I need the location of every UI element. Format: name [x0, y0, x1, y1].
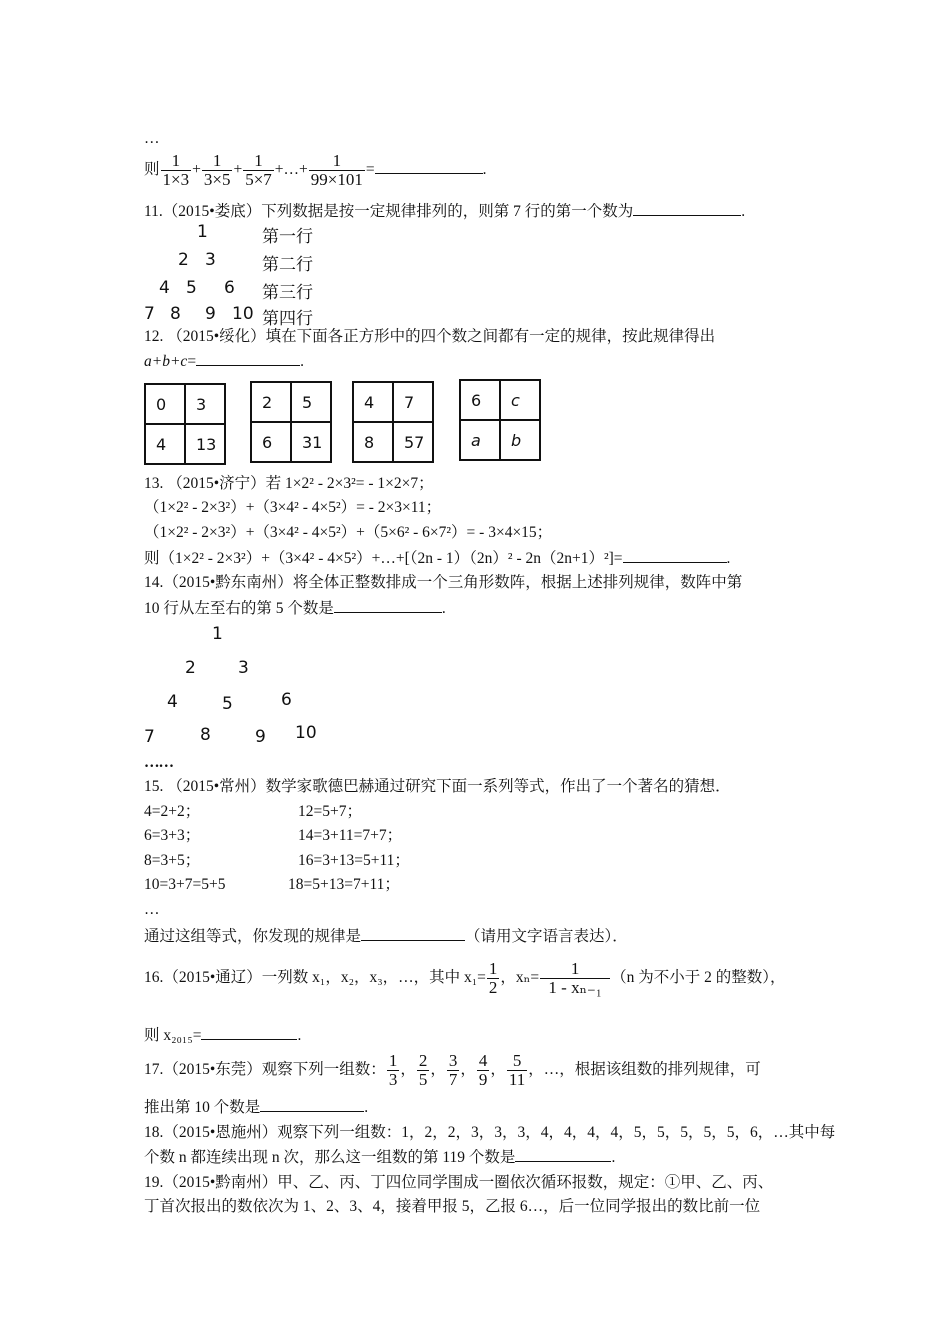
triangle-number: 3 — [238, 658, 249, 678]
square-cell: 3 — [185, 384, 225, 424]
q17-line2: 推出第 10 个数是 . — [144, 1096, 368, 1119]
q11-row-label: 第二行 — [262, 255, 313, 275]
q11-num: 6 — [224, 278, 235, 298]
square-cell: 31 — [291, 422, 331, 462]
square-cell: 8 — [353, 422, 393, 462]
answer-blank — [375, 158, 483, 174]
q11-num: 5 — [186, 278, 197, 298]
q10-frac-3: $\frac{1}{5\times 7}$ — [245, 151, 272, 189]
square-cell: 2 — [251, 382, 291, 422]
q11-num: 9 — [205, 304, 216, 324]
q15-equation: 16=3+13=5+11； — [298, 852, 410, 869]
q12-line1: 12. （2015•绥化）填在下面各正方形中的四个数之间都有一定的规律，按此规律得出 — [144, 328, 716, 345]
square-cell: 4 — [145, 424, 185, 464]
q17-line1: 17.（2015•东莞）观察下列一组数： $\frac{1}{3}$ ， $\frac{2}{5}$ ， $\frac{3}{7}$ ， $\frac{4}{9}$ ， $\frac{5}{11}$ ，…，根据该组数的排列规律，可 — [144, 1051, 761, 1089]
q17-frac: $\frac{4}{9}$ — [478, 1051, 488, 1089]
answer-blank — [633, 200, 741, 216]
triangle-number: 5 — [222, 694, 233, 714]
q11-text: 11.（2015•娄底）下列数据是按一定规律排列的，则第 7 行的第一个数为 . — [144, 200, 745, 223]
number-square-4 — [459, 379, 541, 461]
q15-equation: 18=5+13=7+11； — [288, 876, 400, 893]
q19-line1: 19.（2015•黔南州）甲、乙、丙、丁四位同学围成一圈依次循环报数，规定：①甲、乙、丙、 — [144, 1174, 774, 1191]
square-cell: 5 — [291, 382, 331, 422]
q16-frac-x1: $\frac{1}{2}$ — [488, 959, 498, 997]
triangle-number: 1 — [212, 624, 223, 644]
number-square-3 — [352, 381, 434, 463]
q10-frac-4: $\frac{1}{99\times 101}$ — [310, 151, 363, 189]
q11-num: 1 — [197, 222, 208, 242]
q15-equation: 4=2+2； — [144, 803, 201, 820]
square-cell: a — [460, 420, 500, 460]
square-cell: 6 — [251, 422, 291, 462]
q11-num: 8 — [170, 304, 181, 324]
answer-blank — [196, 350, 300, 366]
q11-row-label: 第四行 — [262, 309, 313, 329]
q15-line1: 15. （2015•常州）数学家歌德巴赫通过研究下面一系列等式，作出了一个著名的猜想． — [144, 778, 731, 795]
q17-frac: $\frac{2}{5}$ — [418, 1051, 428, 1089]
q14-dots: …… — [144, 754, 173, 771]
triangle-number: 7 — [144, 727, 155, 747]
q11-num: 3 — [205, 250, 216, 270]
triangle-number: 9 — [255, 727, 266, 747]
q11-num: 7 — [144, 304, 155, 324]
square-cell: 4 — [353, 382, 393, 422]
q15-equation: 14=3+11=7+7； — [298, 827, 403, 844]
q10-expression: 则 $\frac{1}{1\times 3}$ + $\frac{1}{3\times 5}$ + $\frac{1}{5\times 7}$ +…+ $\frac{1}{99\times 101}$ = . — [144, 151, 487, 189]
q17-frac: $\frac{3}{7}$ — [448, 1051, 458, 1089]
q19-line2: 丁首次报出的数依次为 1、2、3、4，接着甲报 5，乙报 6…，后一位同学报出的数比前一位 — [144, 1198, 761, 1215]
q13-line4: 则（1×2² - 2×3²）+（3×4² - 4×5²）+…+[（2n - 1）（2n）² - 2n（2n+1）²]= . — [144, 547, 730, 570]
q13-line3: （1×2² - 2×3²）+（3×4² - 4×5²）+（5×6² - 6×7²）= - 3×4×15； — [144, 524, 553, 541]
q15-dots: … — [144, 901, 160, 918]
q18-line1: 18.（2015•恩施州）观察下列一组数：1，2，2，3，3，3，4，4，4，4，5，5，5，5，5，6，…其中每 — [144, 1124, 836, 1141]
answer-blank — [260, 1096, 364, 1112]
number-square-2 — [250, 381, 332, 463]
answer-blank — [623, 547, 727, 563]
square-cell: 7 — [393, 382, 433, 422]
q11-num: 2 — [178, 250, 189, 270]
q15-equation: 6=3+3； — [144, 827, 201, 844]
square-cell: 13 — [185, 424, 225, 464]
answer-blank — [334, 597, 442, 613]
q14-line1: 14.（2015•黔东南州）将全体正整数排成一个三角形数阵，根据上述排列规律，数阵中第 — [144, 574, 743, 591]
number-square-1 — [144, 383, 226, 465]
answer-blank — [515, 1146, 611, 1162]
q15-equation: 8=3+5； — [144, 852, 201, 869]
q17-frac: $\frac{5}{11}$ — [508, 1051, 526, 1089]
q18-line2: 个数 n 都连续出现 n 次，那么这一组数的第 119 个数是 . — [144, 1146, 615, 1169]
q15-equation: 10=3+7=5+5 — [144, 876, 226, 893]
q12-line2: a+b+c= . — [144, 350, 304, 373]
q11-row-label: 第一行 — [262, 227, 313, 247]
square-cell: 57 — [393, 422, 433, 462]
answer-blank — [361, 925, 465, 941]
square-cell: 0 — [145, 384, 185, 424]
q11-row-label: 第三行 — [262, 283, 313, 303]
q16-line1: 16.（2015•通辽）一列数 x₁，x₂，x₃，…，其中 x₁= $\frac{1}{2}$ ，xₙ= $\frac{1}{\text{1 - xₙ₋₁}}$ （n 为不小于 2 的整数）， — [144, 959, 786, 997]
triangle-number: 10 — [295, 723, 317, 743]
square-cell: c — [500, 380, 540, 420]
q14-line2: 10 行从左至右的第 5 个数是 . — [144, 597, 446, 620]
q15-line-end: 通过这组等式，你发现的规律是 （请用文字语言表达）． — [144, 925, 628, 948]
answer-blank — [201, 1024, 297, 1040]
q16-line2: 则 x₂₀₁₅= . — [144, 1024, 301, 1047]
square-cell: 6 — [460, 380, 500, 420]
q16-frac-xn: $\frac{1}{\text{1 - xₙ₋₁}}$ — [540, 960, 610, 997]
q11-num: 4 — [159, 278, 170, 298]
q11-num: 10 — [232, 304, 254, 324]
triangle-number: 6 — [281, 690, 292, 710]
triangle-number: 4 — [167, 692, 178, 712]
q17-frac: $\frac{1}{3}$ — [388, 1051, 398, 1089]
q13-line1: 13. （2015•济宁）若 1×2² - 2×3²= - 1×2×7； — [144, 475, 434, 492]
q10-frac-1: $\frac{1}{1\times 3}$ — [162, 151, 190, 189]
q13-line2: （1×2² - 2×3²）+（3×4² - 4×5²）= - 2×3×11； — [144, 499, 442, 516]
q15-equation: 12=5+7； — [298, 803, 362, 820]
top-ellipsis: … — [144, 130, 160, 147]
triangle-number: 2 — [185, 658, 196, 678]
q10-frac-2: $\frac{1}{3\times 5}$ — [203, 151, 231, 189]
square-cell: b — [500, 420, 540, 460]
triangle-number: 8 — [200, 725, 211, 745]
